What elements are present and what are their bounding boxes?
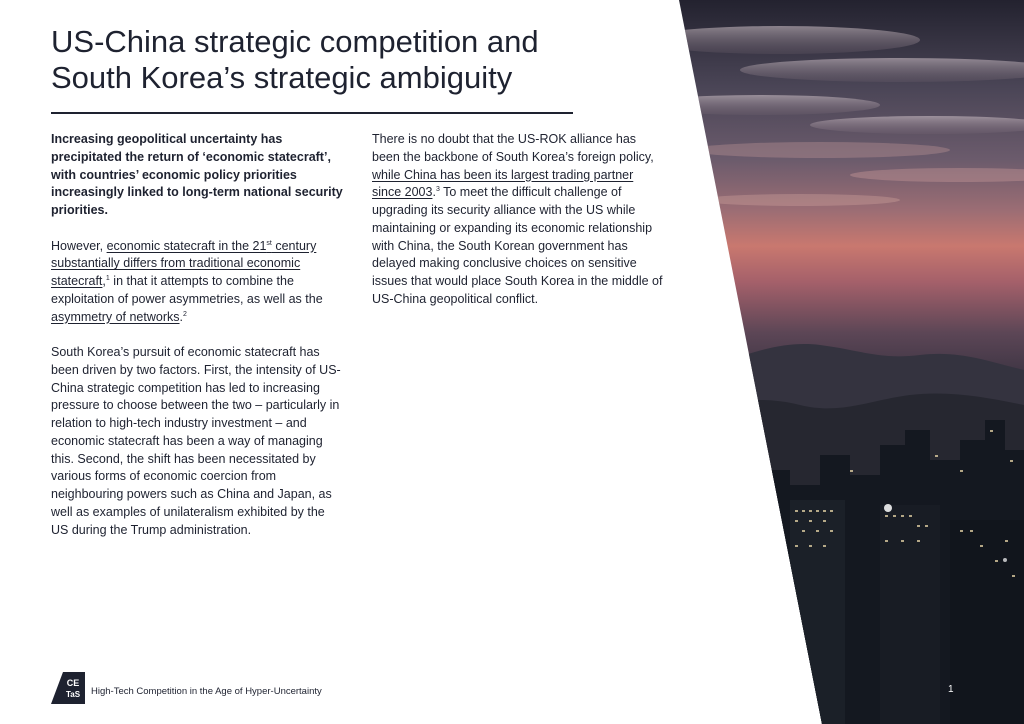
logo-text-bottom: TaS — [65, 690, 81, 699]
footnote-1[interactable]: 1 — [105, 275, 110, 282]
logo-text-top: CE — [66, 678, 80, 688]
footnote-2[interactable]: 2 — [183, 310, 187, 318]
link-asymmetry-of-networks[interactable]: asymmetry of networks — [51, 309, 180, 324]
footnote-3[interactable]: 3 — [435, 186, 440, 194]
page-title — [51, 24, 611, 96]
left-column — [51, 131, 343, 539]
page-title-line-1: US-China strategic competition and — [51, 24, 539, 59]
title-divider — [51, 112, 573, 114]
cetas-logo — [51, 672, 85, 704]
paragraph-text: However, — [51, 238, 107, 253]
link-text-cont: century substantially differs from traditional economic statecraft — [51, 238, 317, 288]
paragraph-drivers: South Korea’s pursuit of economic statecraft has been driven by two factors. First, the intensity of US-China strategic competition has led to increasing pressure to choose between the two – particularly in relation to high-tech industry investment – and economic statecraft has been a way of managing this. Second, the shift has been necessitated by various forms of economic coercion from neighbouring powers such as China and Japan, as well as examples of unilateralism exhibited by the US during the Trump administration. — [51, 345, 341, 537]
paragraph-alliance: There is no doubt that the US-ROK alliance has been the backbone of South Korea’s foreign policy, while China has been its largest trading partner since 2003.$^3$ To meet the difficult challenge of upgrading its security alliance with the US while maintaining or expanding its economic relationship with China, the South Korean government has delayed making conclusive choices on sensitive issues that would place South Korea in the middle of US-China geopolitical conflict. — [372, 132, 663, 306]
right-column — [372, 131, 664, 309]
paragraph-text: in that it attempts to combine the exploitation of power asymmetries, as well as the — [51, 274, 323, 306]
link-text: economic statecraft in the 21 — [106, 238, 267, 253]
page-number: 1 — [948, 684, 954, 695]
paragraph-text: To meet the difficult challenge of upgrading its security alliance with the US while maintaining or expanding its economic relationship with China, the South Korean government has delayed making conclusive choices on sensitive issues that would place South Korea in the middle of US-China geopolitical conflict. — [372, 185, 663, 306]
footer-report-title: High-Tech Competition in the Age of Hyper-Uncertainty — [91, 686, 322, 697]
paragraph-text: There is no doubt that the US-ROK alliance has been the backbone of South Korea’s foreign policy, — [372, 132, 654, 164]
lead-paragraph: Increasing geopolitical uncertainty has precipitated the return of ‘economic statecraft’, with countries’ economic policy priorities increasingly linked to long-term national security priorities. — [51, 132, 343, 217]
paragraph-economic-statecraft: However, economic statecraft in the 21st century substantially differs from traditional economic statecraft,$^1$ in that it attempts to combine the exploitation of power asymmetries, as well as the asymmetry of networks.$^2$ — [51, 238, 323, 324]
page-title-line-2: South Korea’s strategic ambiguity — [51, 60, 513, 95]
link-largest-trading-partner[interactable]: while China has been its largest trading partner since 2003 — [372, 167, 634, 200]
superscript-st: st — [266, 239, 272, 247]
